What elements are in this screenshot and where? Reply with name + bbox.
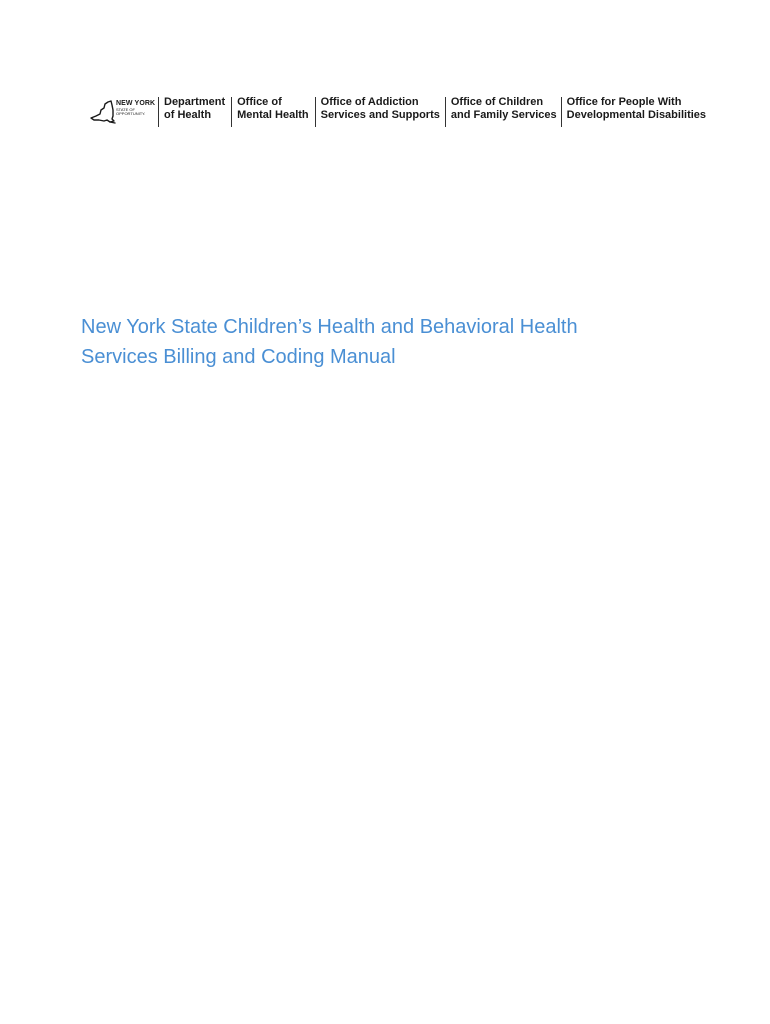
agency-line2: Services and Supports	[320, 109, 440, 121]
nys-logo-text	[116, 100, 155, 116]
agency-office-of-mental-health	[232, 96, 315, 122]
nys-logo-line3: OPPORTUNITY.	[116, 111, 146, 116]
nys-logo-line2: STATE OF	[116, 107, 135, 112]
agency-line1: Office of Children	[450, 96, 544, 108]
agency-office-for-people-with-developmental-disabilities	[562, 96, 706, 122]
agency-line2: of Health	[164, 109, 212, 121]
agency-office-of-addiction-services	[316, 96, 445, 122]
document-title-line2: Services Billing and Coding Manual	[81, 346, 396, 368]
agency-line1: Office of	[237, 96, 282, 108]
agency-logo-band	[88, 96, 706, 130]
agency-line1: Office for People With	[566, 96, 682, 108]
document-title-line1: New York State Children’s Health and Behavioral Health	[81, 316, 578, 338]
agency-line1: Office of Addiction	[320, 96, 419, 108]
agency-line2: Developmental Disabilities	[566, 109, 707, 121]
nys-logo	[88, 96, 158, 130]
nys-logo-line1: NEW YORK	[116, 100, 156, 107]
new-york-state-outline-icon	[88, 98, 116, 126]
document-title	[81, 312, 701, 372]
agency-office-of-children-family-services	[446, 96, 561, 122]
agency-line2: Mental Health	[237, 109, 309, 121]
agency-line2: and Family Services	[450, 109, 557, 121]
agency-department-of-health	[159, 96, 231, 122]
agency-line1: Department	[164, 96, 226, 108]
